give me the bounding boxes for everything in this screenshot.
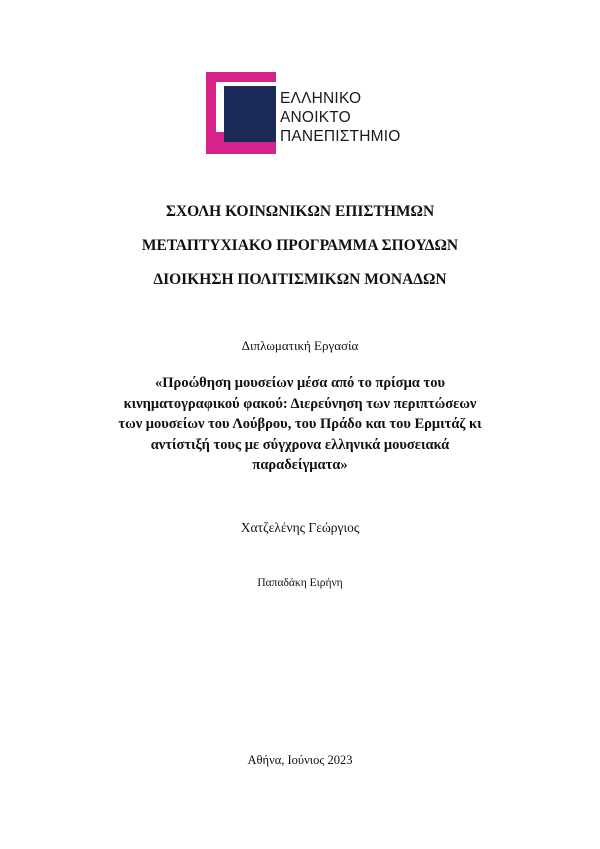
university-logo-mark-icon	[206, 72, 276, 154]
supervisor-name: Παπαδάκη Ειρήνη	[257, 577, 343, 589]
thesis-title-line: των μουσείων του Λούβρου, του Πράδο και του Ερμιτάζ κι	[118, 416, 482, 432]
school-name: ΣΧΟΛΗ ΚΟΙΝΩΝΙΚΩΝ ΕΠΙΣΤΗΜΩΝ	[165, 203, 435, 220]
specialization-name: ΔΙΟΙΚΗΣΗ ΠΟΛΙΤΙΣΜΙΚΩΝ ΜΟΝΑΔΩΝ	[153, 271, 447, 288]
thesis-title	[90, 373, 510, 476]
university-logo	[206, 72, 416, 154]
author-name: Χατζελένης Γεώργιος	[240, 520, 360, 535]
thesis-title-line: «Προώθηση μουσείων μέσα από το πρίσμα του	[155, 375, 445, 391]
place-and-date: Αθήνα, Ιούνιος 2023	[247, 753, 353, 767]
university-name	[280, 89, 400, 146]
program-name: ΜΕΤΑΠΤΥΧΙΑΚΟ ΠΡΟΓΡΑΜΜΑ ΣΠΟΥΔΩΝ	[141, 237, 459, 254]
university-name-line-1: ΕΛΛΗΝΙΚΟ	[280, 90, 362, 107]
thesis-title-line: κινηματογραφικού φακού: Διερεύνηση των περιπτώσεων	[123, 395, 477, 412]
university-name-line-3: ΠΑΝΕΠΙΣΤΗΜΙΟ	[280, 128, 401, 145]
document-type: Διπλωματική Εργασία	[241, 338, 359, 353]
thesis-title-line: αντίστιξή τους με σύγχρονα ελληνικά μουσειακά	[150, 436, 450, 453]
thesis-title-line: παραδείγματα»	[252, 457, 348, 473]
university-name-line-2: ΑΝΟΙΚΤΟ	[280, 109, 351, 126]
